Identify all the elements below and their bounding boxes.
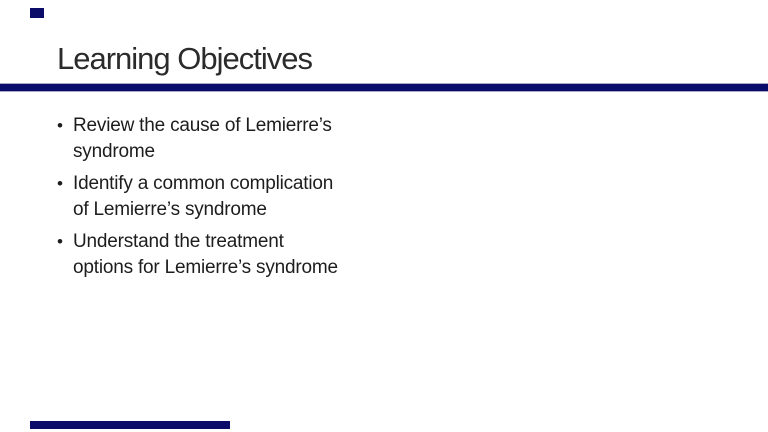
top-left-accent-mark (30, 8, 44, 18)
bullet-line: Identify a common complication (73, 173, 334, 194)
bullet-item-3 (57, 229, 417, 281)
bullet-text (73, 229, 338, 281)
bullet-item-1 (57, 113, 417, 165)
bullet-dot: • (57, 174, 63, 193)
footer-accent-bar (30, 421, 230, 429)
bullet-dot: • (57, 116, 63, 135)
bullet-line: of Lemierre’s syndrome (73, 199, 267, 220)
bullet-line: options for Lemierre’s syndrome (73, 257, 338, 278)
bullet-list (57, 113, 417, 287)
bullet-text (73, 113, 332, 165)
bullet-line: Review the cause of Lemierre’s (73, 115, 332, 136)
bullet-line: syndrome (73, 141, 155, 162)
bullet-text (73, 171, 333, 223)
title-underline-rule (0, 83, 768, 92)
slide-title: Learning Objectives (57, 41, 312, 76)
bullet-item-2 (57, 171, 417, 223)
bullet-dot: • (57, 232, 63, 251)
bullet-line: Understand the treatment (73, 231, 284, 252)
